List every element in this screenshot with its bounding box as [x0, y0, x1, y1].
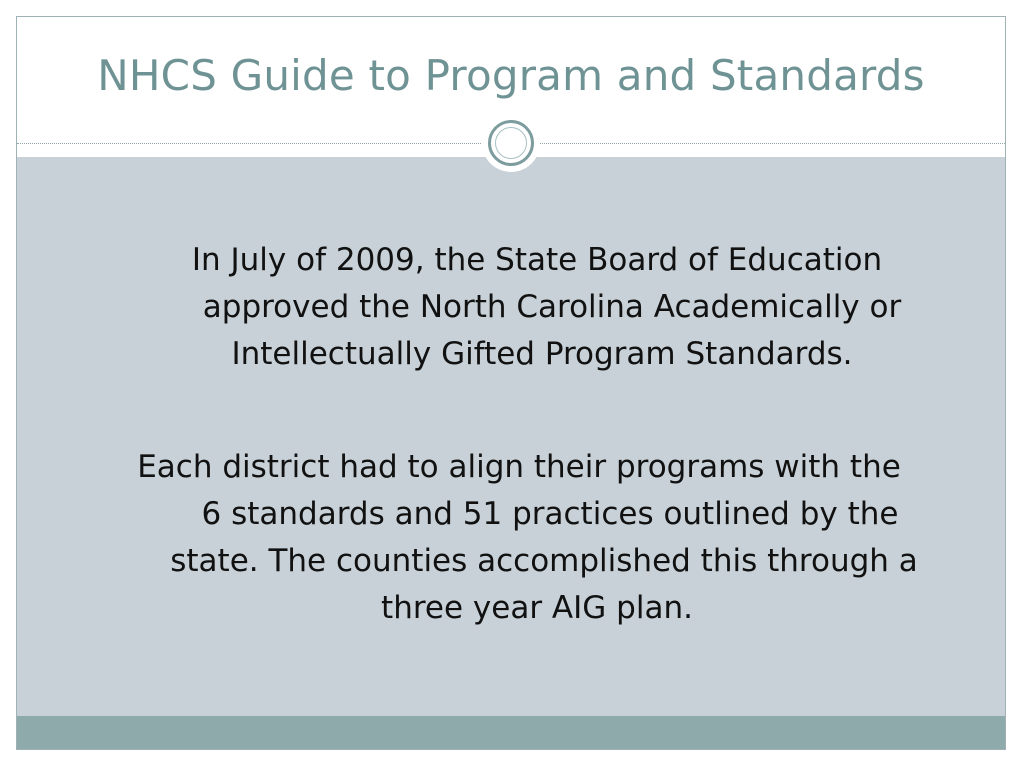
paragraph-line: state. The counties accomplished this through a	[170, 543, 918, 579]
paragraph-program-standards	[77, 237, 997, 378]
slide-title: NHCS Guide to Program and Standards	[97, 51, 925, 100]
paragraph-line: approved the North Carolina Academically or	[202, 289, 902, 325]
paragraph-line: three year AIG plan.	[381, 590, 693, 626]
footer-bar	[17, 716, 1005, 750]
paragraph-line: 6 standards and 51 practices outlined by the	[201, 496, 899, 532]
slide	[16, 16, 1006, 750]
paragraph-line: Intellectually Gifted Program Standards.	[231, 336, 853, 372]
paragraph-line: Each district had to align their programs with the	[137, 449, 901, 485]
ornament-inner-ring	[495, 127, 527, 159]
paragraph-line: In July of 2009, the State Board of Education	[191, 242, 883, 278]
paragraph-district-alignment	[57, 444, 1006, 632]
